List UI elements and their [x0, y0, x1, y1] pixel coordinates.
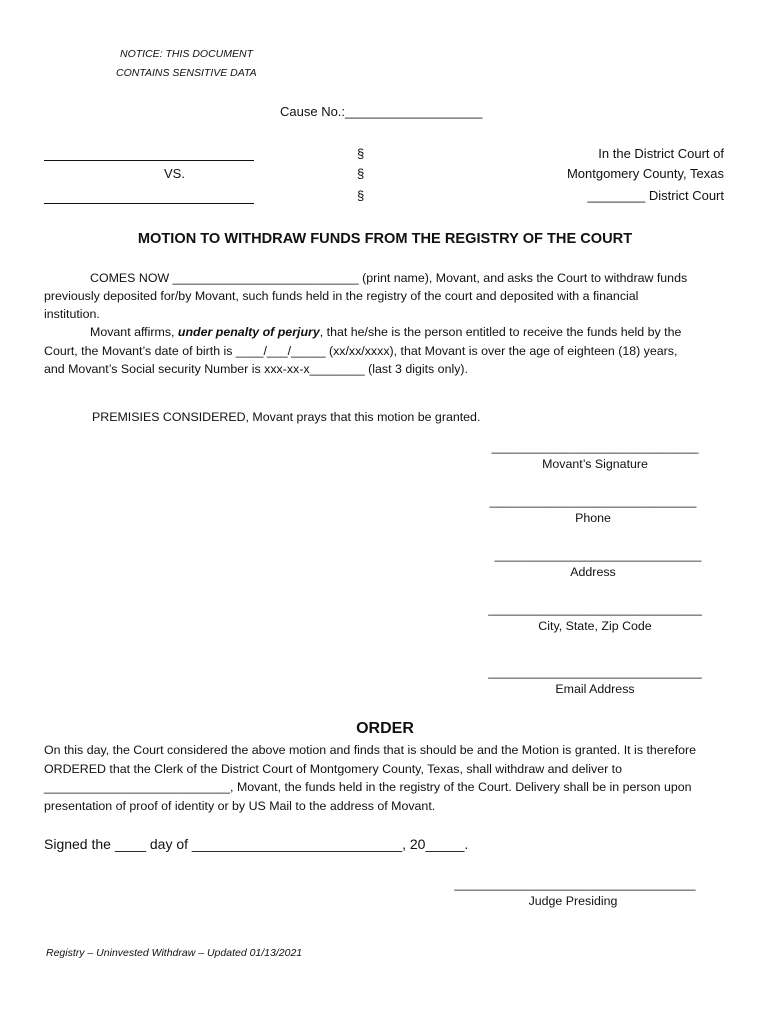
order-line-3: ___________________________, Movant, the funds held in the registry of the Court. Delivery shall be in person upon [44, 780, 692, 794]
party-two-line[interactable] [44, 203, 254, 204]
section-symbol: § [357, 188, 365, 203]
notice-line-2: CONTAINS SENSITIVE DATA [116, 67, 257, 79]
order-line-4: presentation of proof of identity or by US Mail to the address of Movant. [44, 799, 436, 813]
order-line-1: On this day, the Court considered the above motion and finds that is should be and the Motion is granted. It is therefore [44, 743, 697, 757]
motion-paragraph-2-line-1 [90, 323, 681, 342]
notice-line-1: NOTICE: THIS DOCUMENT [120, 48, 253, 60]
motion-paragraph-1-line-1: COMES NOW ___________________________ (print name), Movant, and asks the Court to withdraw funds [90, 271, 688, 285]
phone-line[interactable]: ______________________________ [489, 494, 697, 508]
motion-paragraph-2-line-2: Court, the Movant’s date of birth is ____/___/_____ (xx/xx/xxxx), that Movant is over the age of eighteen (18) years, [44, 344, 678, 358]
signed-date-line[interactable]: Signed the ____ day of ___________________________, 20_____. [44, 836, 469, 852]
document-title: MOTION TO WITHDRAW FUNDS FROM THE REGISTRY OF THE COURT [137, 231, 633, 247]
city-state-zip-label: City, State, Zip Code [538, 619, 652, 633]
order-title: ORDER [356, 720, 414, 737]
footer-text: Registry – Uninvested Withdraw – Updated 01/13/2021 [46, 947, 303, 959]
order-line-2: ORDERED that the Clerk of the District Court of Montgomery County, Texas, shall withdraw and deliver to [44, 762, 623, 776]
phone-label: Phone [575, 511, 611, 525]
premises-considered: PREMISIES CONSIDERED, Movant prays that this motion be granted. [92, 410, 481, 424]
section-symbol: § [357, 166, 365, 181]
motion-paragraph-1-line-3: institution. [44, 307, 100, 321]
address-label: Address [570, 565, 616, 579]
movant-signature-label: Movant’s Signature [542, 457, 648, 471]
court-line-1: In the District Court of [598, 146, 724, 161]
address-line[interactable]: ______________________________ [494, 548, 702, 562]
section-symbol: § [357, 146, 365, 161]
court-line-3: ________ District Court [587, 188, 724, 203]
city-state-zip-line[interactable]: _______________________________ [488, 602, 702, 616]
affirmation-text-cont: , that he/she is the person entitled to receive the funds held by the [319, 325, 682, 339]
motion-paragraph-2-line-3: and Movant’s Social security Number is xxx-xx-x________ (last 3 digits only). [44, 362, 468, 376]
court-line-2: Montgomery County, Texas [566, 166, 724, 181]
email-address-label: Email Address [555, 682, 635, 696]
party-one-line[interactable] [44, 160, 254, 161]
affirmation-text: Movant affirms, [90, 325, 178, 339]
penalty-of-perjury-text: under penalty of perjury [177, 325, 320, 339]
vs-label: VS. [164, 166, 185, 181]
email-address-line[interactable]: _______________________________ [488, 665, 702, 679]
judge-signature-line[interactable]: ___________________________________ [454, 877, 696, 891]
movant-signature-line[interactable]: ______________________________ [491, 440, 699, 454]
cause-number: Cause No.:___________________ [280, 104, 483, 119]
judge-presiding-label: Judge Presiding [528, 894, 618, 908]
motion-paragraph-1-line-2: previously deposited for/by Movant, such funds held in the registry of the court and deposited with a financial [44, 289, 639, 303]
